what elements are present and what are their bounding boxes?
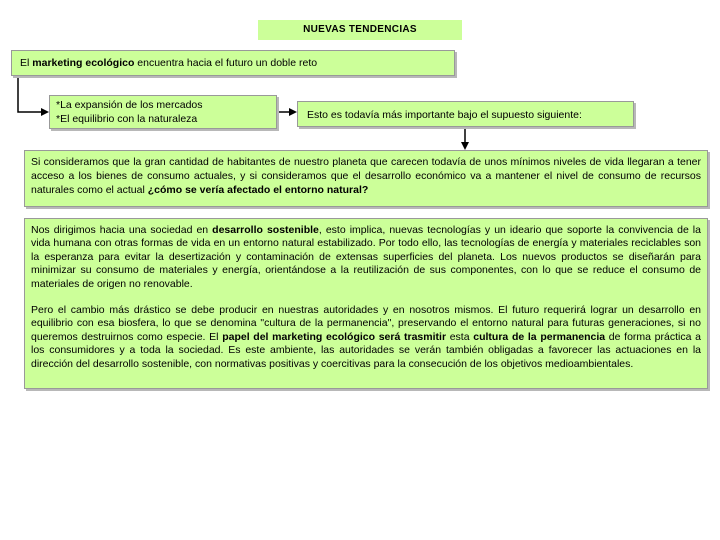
intro-to-challenges-arrow	[18, 77, 47, 112]
paragraph-1	[31, 224, 701, 291]
intro-text-bold: marketing ecológico	[32, 57, 135, 69]
paragraph-2-pre: Pero el cambio más drástico se debe producir en nuestras autoridades y en nosotros mismos. El futuro requerirá lograr un desarrollo en equilibrio con esa biosfera, lo que se denomina "cultura de la permanencia", preservando el entorno natural para futuras generaciones, si no queremos destruirnos como especie. El	[31, 304, 701, 343]
paragraph-2-bold-2: cultura de la permanencia	[473, 330, 606, 343]
intro-text-post: encuentra hacia el futuro un doble reto	[134, 57, 318, 69]
note-box	[297, 101, 634, 127]
challenge-item: *La expansión de los mercados	[56, 99, 203, 111]
challenges-box	[49, 95, 277, 129]
intro-box	[11, 50, 455, 76]
paragraph-1-post: , esto implica, nuevas tecnologías y un ideario que soporte la convivencia de la vida humana con otras formas de vida en un entorno natural estabilizado. Por todo ello, las tecnologías de energía y materiales reciclables son la esperanza para evitar la desertización y contaminación de extensas superficies del planeta. Los nuevos productos se diseñarán para minimizar su consumo de materiales y energía, orientándose a la reutilización de sus componentes, con lo que se reduce el consumo de materiales de origen no renovable.	[31, 224, 701, 290]
question-box	[24, 150, 708, 207]
page-title: NUEVAS TENDENCIAS	[258, 20, 462, 40]
question-text: Si consideramos que la gran cantidad de habitantes de nuestro planeta que carecen todavía de unos mínimos niveles de vida llegaran a tener acceso a los bienes de consumo actuales, y si consideramos que el desarrollo económico va a mantener el nivel de consumo de recursos naturales como el actual	[31, 156, 701, 196]
question-bold: ¿cómo se vería afectado el entorno natural?	[147, 184, 369, 196]
paragraph-2-mid: esta	[446, 330, 474, 343]
paragraph-2-post: de forma práctica a los consumidores y a toda la sociedad. Es este ambiente, las autoridades se verán también obligadas a favorecer las actuaciones en la dirección del desarrollo sostenible, con normativas positivas y coercitivas para la consecución de los objetivos medioambientales.	[31, 330, 701, 370]
paragraph-2-bold-1: papel del marketing ecológico será trasmitir	[222, 330, 447, 343]
note-text: Esto es todavía más importante bajo el supuesto siguiente:	[307, 109, 582, 121]
challenge-item: *El equilibrio con la naturaleza	[56, 113, 198, 125]
intro-text-pre: El	[20, 57, 33, 69]
paragraph-1-bold: desarrollo sostenible	[212, 224, 319, 236]
paragraph-1-pre: Nos dirigimos hacia una sociedad en	[31, 224, 213, 236]
paragraph-2	[31, 304, 701, 371]
main-content-box	[24, 218, 708, 389]
